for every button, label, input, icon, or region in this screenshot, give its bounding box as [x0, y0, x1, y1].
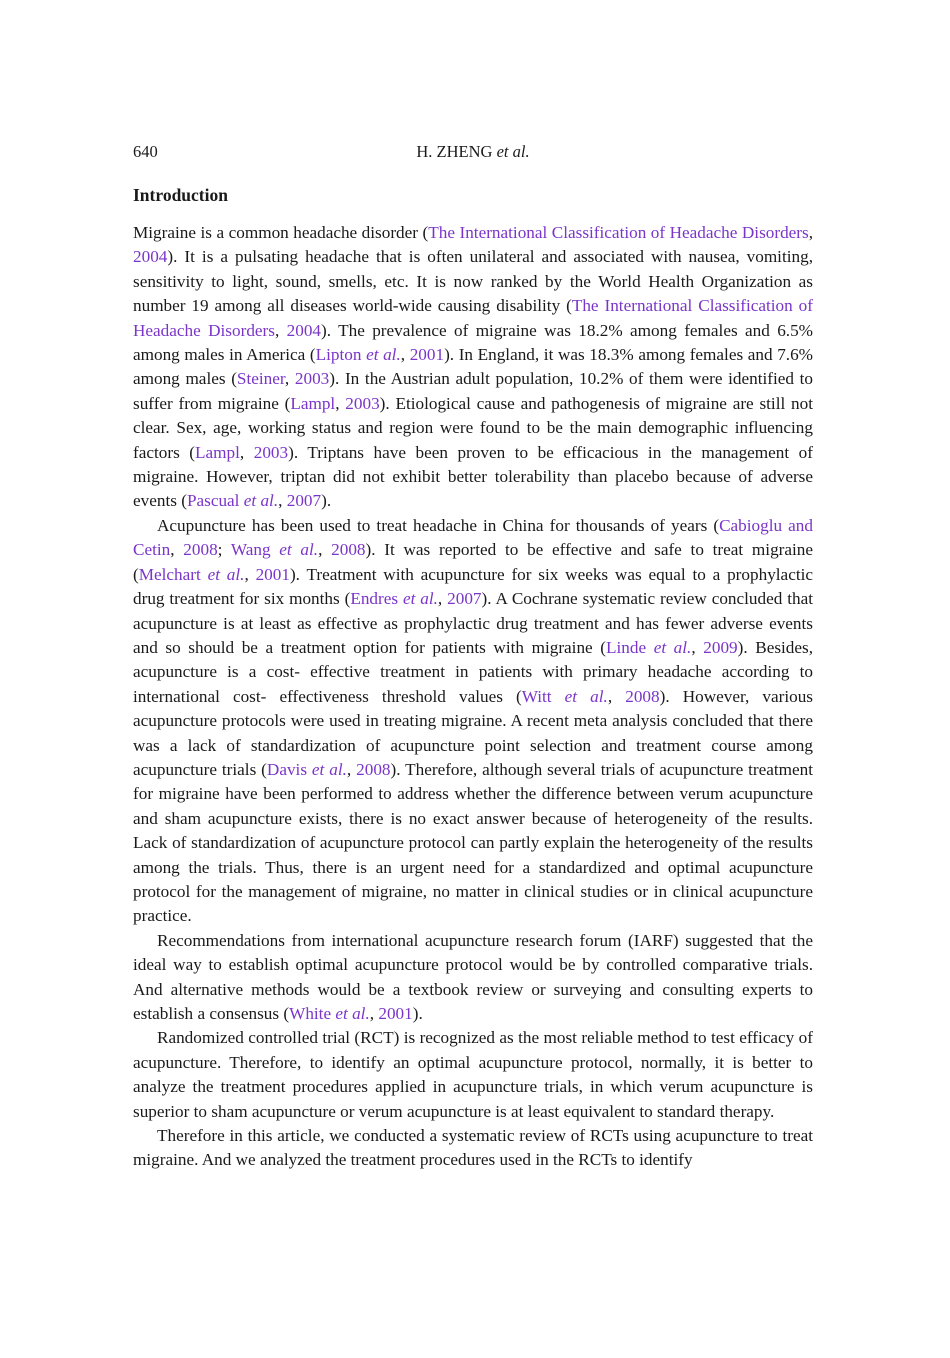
page: [133, 140, 813, 1173]
page-number: 640: [133, 142, 158, 161]
text-run: Recommendations from international acupuncture research forum (IARF) suggested that the ideal way to establish optimal acupuncture protocol would be by controlled comparative trials. And alternative methods would be a textbook review or surveying and consulting experts to establish a consensus (: [133, 930, 813, 1023]
text-run: ). It was reported to be effective and safe to treat migraine (: [133, 540, 814, 584]
text-run: ).: [321, 491, 332, 511]
text-run: ). Etiological cause and pathogenesis of migraine are still not clear. Sex, age, working status and region were found to be the main demographic influencing factors (: [133, 393, 813, 462]
text-run: ,: [335, 393, 346, 413]
text-run: ). Besides, acupuncture is a cost- effective treatment in patients with primary headache according to international cost- effectiveness threshold values (: [133, 637, 814, 706]
paragraph: [133, 929, 813, 1027]
citation-link[interactable]: Lampl: [195, 442, 240, 462]
paragraph: [133, 1124, 813, 1173]
citation-link[interactable]: 2008: [625, 686, 660, 706]
citation-link[interactable]: 2003: [345, 393, 380, 413]
text-run: Migraine is a common headache disorder (: [133, 223, 429, 242]
text-run: ,: [284, 369, 295, 389]
citation-link[interactable]: The International Classification of Headache Disorders: [133, 296, 813, 340]
citation-link[interactable]: 2008: [331, 540, 366, 560]
text-run: ). In the Austrian adult population, 10.2% of them were identified to suffer from migraine (: [133, 369, 814, 413]
text-run: ,: [244, 564, 256, 584]
citation-link[interactable]: et al.: [207, 564, 245, 584]
paragraph: [133, 221, 813, 514]
text-run: ). The prevalence of migraine was 18.2% among females and 6.5% among males in America (: [133, 320, 814, 365]
citation-link[interactable]: Linde: [606, 637, 654, 657]
text-run: ). Triptans have been proven to be efficacious in the management of migraine. However, triptan did not exhibit better tolerability than placebo because of adverse events (: [133, 442, 813, 511]
text-run: ,: [278, 491, 287, 511]
text-run: Therefore in this article, we conducted a systematic review of RCTs using acupuncture to treat migraine. And we analyzed the treatment procedures used in the RCTs to identify: [133, 1126, 813, 1170]
text-run: ). Treatment with acupuncture for six weeks was equal to a prophylactic drug treatment for six months (: [133, 564, 813, 609]
citation-link[interactable]: et al.: [366, 345, 401, 365]
text-run: ,: [400, 345, 410, 365]
citation-link[interactable]: 2001: [409, 345, 445, 365]
citation-link[interactable]: et al.: [243, 491, 279, 511]
citation-link[interactable]: et al.: [311, 759, 347, 779]
text-run: ).: [412, 1004, 423, 1023]
paragraph: [133, 514, 813, 929]
citation-link[interactable]: 2007: [286, 491, 322, 511]
text-run: ,: [808, 223, 814, 242]
text-run: ;: [217, 540, 231, 560]
citation-link[interactable]: 2008: [356, 759, 391, 779]
citation-link[interactable]: The International Classification of Headache Disorders: [428, 223, 809, 242]
citation-link[interactable]: Pascual: [186, 491, 244, 511]
text-run: ). A Cochrane systematic review concluded that acupuncture is at least as effective as prophylactic drug treatment and has fewer adverse events and so should be a treatment option for patients with migraine (: [133, 589, 813, 657]
text-run: ). However, various acupuncture protocols were used in treating migraine. A recent meta analysis concluded that there was a lack of standardization of acupuncture point selection and treatment course among acupuncture trials (: [133, 686, 813, 779]
text-run: ,: [607, 686, 626, 706]
text-run: ,: [239, 442, 254, 462]
paragraph: [133, 1026, 813, 1124]
text-run: ). Therefore, although several trials of acupuncture treatment for migraine have been performed to address whether the difference between verum acupuncture and sham acupuncture exists, there is no exact answer because of heterogeneity of the results. Lack of standardization of acupuncture protocol can partly explain the heterogeneity of the results among the trials. Thus, there is an urgent need for a standardized and optimal acupuncture protocol for the management of migraine, no matter in clinical studies or in clinical acupuncture practice.: [133, 759, 813, 926]
running-head-author: H. ZHENG: [416, 142, 493, 161]
running-header: [133, 140, 813, 166]
citation-link[interactable]: Steiner: [236, 369, 285, 389]
citation-link[interactable]: Wang: [230, 540, 280, 560]
text-run: ,: [691, 637, 704, 657]
citation-link[interactable]: 2009: [703, 637, 738, 657]
text-run: Acupuncture has been used to treat headache in China for thousands of years (: [157, 515, 720, 535]
citation-link[interactable]: Cabioglu and Cetin: [133, 515, 813, 560]
body-text: [133, 221, 813, 1173]
citation-link[interactable]: 2004: [286, 320, 322, 340]
citation-link[interactable]: 2008: [183, 540, 218, 560]
citation-link[interactable]: Lampl: [290, 393, 336, 413]
citation-link[interactable]: et al.: [279, 540, 319, 560]
text-run: ). In England, it was 18.3% among females and 7.6% among males (: [133, 345, 813, 389]
running-head-etal: et al.: [496, 142, 530, 161]
section-title: Introduction: [133, 185, 228, 205]
citation-link[interactable]: Endres: [350, 589, 403, 609]
citation-link[interactable]: 2001: [378, 1004, 413, 1023]
citation-link[interactable]: et al.: [564, 686, 608, 706]
text-run: ,: [318, 540, 332, 560]
citation-link[interactable]: et al.: [653, 637, 692, 657]
citation-link[interactable]: 2007: [447, 589, 482, 609]
text-run: ,: [274, 320, 287, 340]
citation-link[interactable]: Witt: [521, 686, 565, 706]
text-run: ,: [437, 589, 448, 609]
running-head: [133, 140, 813, 164]
citation-link[interactable]: Davis: [266, 759, 312, 779]
citation-link[interactable]: Melchart: [138, 564, 208, 584]
text-run: ). It is a pulsating headache that is often unilateral and associated with nausea, vomiting, sensitivity to light, sound, smells, etc. It is now ranked by the World Health Organization as number 19 among all diseases world-wide causing disability (: [133, 247, 813, 316]
citation-link[interactable]: et al.: [402, 589, 438, 609]
text-run: ,: [346, 759, 357, 779]
citation-link[interactable]: White: [289, 1004, 336, 1023]
citation-link[interactable]: et al.: [335, 1004, 370, 1023]
text-run: ,: [170, 540, 184, 560]
citation-link[interactable]: 2001: [255, 564, 290, 584]
citation-link[interactable]: Lipton: [315, 345, 367, 365]
citation-link[interactable]: 2004: [133, 247, 168, 267]
text-run: Randomized controlled trial (RCT) is recognized as the most reliable method to test efficacy of acupuncture. Therefore, to identify an optimal acupuncture protocol, normally, it is better to analyze the treatment procedures applied in acupuncture trials, in which verum acupuncture is superior to sham acupuncture or verum acupuncture is at least equivalent to standard therapy.: [133, 1028, 813, 1121]
text-run: ,: [369, 1004, 379, 1023]
citation-link[interactable]: 2003: [294, 369, 330, 389]
citation-link[interactable]: 2003: [253, 442, 289, 462]
